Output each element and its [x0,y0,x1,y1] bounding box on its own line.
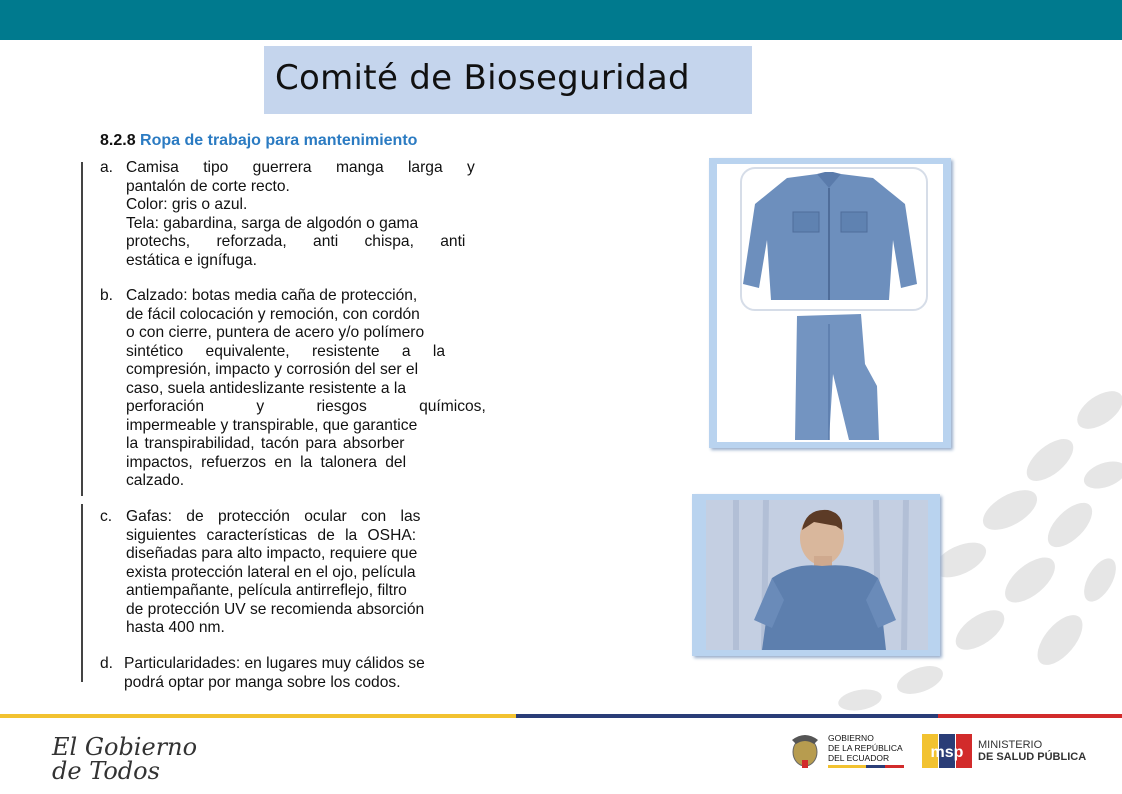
list-item-line: la transpirabilidad, tacón para absorber [126,435,405,452]
list-item-line: caso, suela antideslizante resistente a la [126,379,406,397]
list-item-line: de fácil colocación y remoción, con cordón [126,305,420,323]
list-item-a [100,159,530,271]
ministry-logo [922,730,1092,772]
list-item-line: antiempañante, película antirreflejo, filtro [126,582,407,599]
margin-bar-top [81,162,83,496]
list-item-label: a. [100,159,114,176]
footer-divider-navy [516,714,938,718]
page-title: Comité de Bioseguridad [275,58,690,98]
slogan-line-2: de Todos [52,757,160,785]
worker-short-sleeve-image [706,500,928,650]
worker-photo [692,494,940,656]
top-banner [0,0,1122,40]
list-item-label: d. [100,655,114,672]
list-item-line: protechs, reforzada, anti chispa, anti [126,233,466,250]
gov-flag-stripe [828,765,904,768]
list-item-label: c. [100,508,113,525]
msp-logo-icon [922,734,972,768]
msp-line-1: MINISTERIO [978,739,1043,751]
footer-divider-red [938,714,1122,718]
government-slogan [52,733,202,783]
list-item-line: sintético equivalente, resistente a la [126,342,446,360]
list-item-label: b. [100,287,114,304]
list-item-d [100,655,530,695]
list-item-b [100,287,530,493]
work-uniform-photo [709,158,951,448]
list-item-line: exista protección lateral en el ojo, película [126,563,416,581]
coat-of-arms-icon [786,730,824,770]
list-item-line: podrá optar por manga sobre los codos. [124,673,401,691]
list-item-line: Tela: gabardina, sarga de algodón o gama [126,214,419,232]
list-item-line: Calzado: botas media caña de protección, [126,287,418,304]
list-item-line: Gafas: de protección ocular con las [126,508,421,525]
section-number: 8.2.8 [100,132,136,149]
msp-logo-text: msp [930,744,964,761]
list-item-line: impermeable y transpirable, que garantice [126,416,418,434]
list-item-line: compresión, impacto y corrosión del ser el [126,361,419,378]
list-item-line: impactos, refuerzos en la talonera del [126,453,407,471]
list-item-line: siguientes características de la OSHA: [126,526,417,544]
gov-line-2: DE LA REPÚBLICA [828,743,903,753]
list-item-line: perforación y riesgos químicos, [126,398,486,415]
gov-line-3: DEL ECUADOR [828,753,890,763]
footer-divider-gold [0,714,516,718]
list-item-c [100,508,530,640]
list-item-line: de protección UV se recomienda absorción [126,600,425,618]
list-item-line: Color: gris o azul. [126,196,248,213]
government-logo [786,730,914,772]
margin-bar-bottom [81,504,83,682]
list-item-line: pantalón de corte recto. [126,177,290,195]
list-item-line: calzado. [126,472,185,489]
list-item-line: hasta 400 nm. [126,619,225,636]
slogan-line-1: El Gobierno [52,733,198,761]
title-box [264,46,752,114]
shirt-and-pants-image [717,164,943,442]
msp-line-2: DE SALUD PÚBLICA [978,751,1087,763]
gov-line-1: GOBIERNO [828,733,874,743]
list-item-line: Particularidades: en lugares muy cálidos se [124,655,425,672]
list-item-line: diseñadas para alto impacto, requiere que [126,545,418,562]
list-item-line: o con cierre, puntera de acero y/o polímero [126,324,425,341]
section-heading [100,132,530,150]
list-item-line: estática e ignífuga. [126,251,257,269]
section-title: Ropa de trabajo para mantenimiento [140,132,418,149]
list-item-line: Camisa tipo guerrera manga larga y [126,159,475,176]
